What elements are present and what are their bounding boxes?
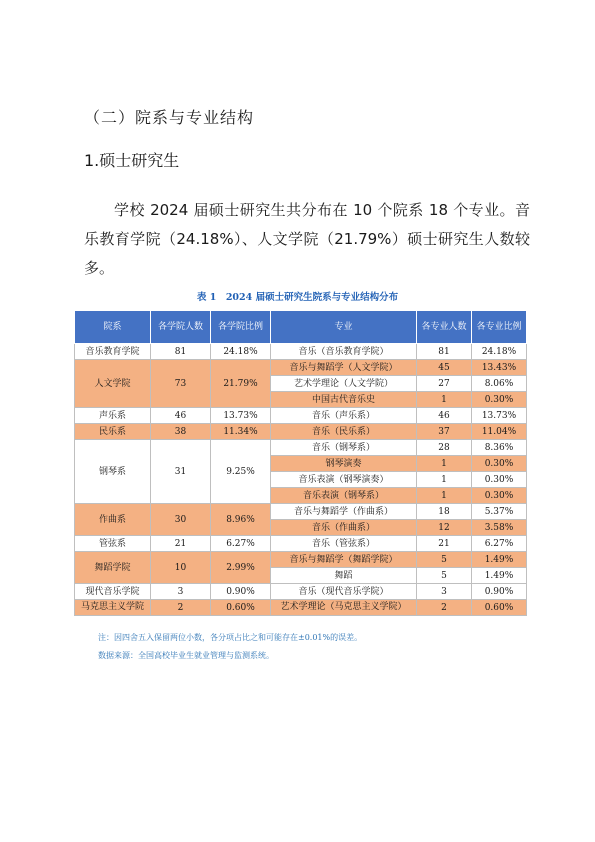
table-row [75, 360, 527, 376]
dept-cell: 钢琴系 [75, 440, 151, 504]
major-cell: 艺术学理论（马克思主义学院） [271, 600, 417, 616]
major-cell: 音乐（声乐系） [271, 408, 417, 424]
dept-cell: 音乐教育学院 [75, 344, 151, 360]
dept-ratio-cell: 0.90% [211, 584, 271, 600]
dept-cell: 民乐系 [75, 424, 151, 440]
major-cell: 艺术学理论（人文学院） [271, 376, 417, 392]
table-row [75, 584, 527, 600]
table-note: 注：因四舍五入保留两位小数，各分项占比之和可能存在±0.01%的误差。 [98, 633, 363, 642]
major-count-cell: 27 [417, 376, 472, 392]
major-ratio-cell: 13.43% [472, 360, 527, 376]
major-count-cell: 12 [417, 520, 472, 536]
body-paragraph: 学校 2024 届硕士研究生共分布在 10 个院系 18 个专业。音乐教育学院（24.18%）、人文学院（21.79%）硕士研究生人数较多。 [84, 201, 530, 277]
col-header-dept-ratio: 各学院比例 [211, 311, 271, 344]
major-ratio-cell: 0.30% [472, 456, 527, 472]
dept-ratio-cell: 2.99% [211, 552, 271, 584]
dept-count-cell: 10 [151, 552, 211, 584]
dept-cell: 作曲系 [75, 504, 151, 536]
dept-cell: 管弦系 [75, 536, 151, 552]
major-ratio-cell: 0.30% [472, 392, 527, 408]
major-cell: 钢琴演奏 [271, 456, 417, 472]
dept-count-cell: 73 [151, 360, 211, 408]
major-cell: 音乐表演（钢琴演奏） [271, 472, 417, 488]
major-count-cell: 2 [417, 600, 472, 616]
major-ratio-cell: 0.30% [472, 472, 527, 488]
dept-cell: 声乐系 [75, 408, 151, 424]
col-header-major-count: 各专业人数 [417, 311, 472, 344]
dept-count-cell: 38 [151, 424, 211, 440]
dept-ratio-cell: 13.73% [211, 408, 271, 424]
table-caption: 表 1 2024 届硕士研究生院系与专业结构分布 [196, 292, 399, 303]
table-row [75, 408, 527, 424]
dept-ratio-cell: 9.25% [211, 440, 271, 504]
table-row [75, 536, 527, 552]
major-cell: 音乐表演（钢琴系） [271, 488, 417, 504]
dept-count-cell: 31 [151, 440, 211, 504]
major-cell: 中国古代音乐史 [271, 392, 417, 408]
major-ratio-cell: 8.36% [472, 440, 527, 456]
major-count-cell: 1 [417, 472, 472, 488]
dept-ratio-cell: 21.79% [211, 360, 271, 408]
dept-count-cell: 3 [151, 584, 211, 600]
table-row [75, 440, 527, 456]
dept-ratio-cell: 24.18% [211, 344, 271, 360]
dept-cell: 舞蹈学院 [75, 552, 151, 584]
major-count-cell: 3 [417, 584, 472, 600]
table-row [75, 424, 527, 440]
major-count-cell: 28 [417, 440, 472, 456]
major-count-cell: 5 [417, 552, 472, 568]
dept-cell: 人文学院 [75, 360, 151, 408]
major-cell: 舞蹈 [271, 568, 417, 584]
table-row [75, 552, 527, 568]
subsection-heading: 1.硕士研究生 [84, 151, 180, 170]
major-cell: 音乐与舞蹈学（舞蹈学院） [271, 552, 417, 568]
dept-ratio-cell: 11.34% [211, 424, 271, 440]
major-count-cell: 21 [417, 536, 472, 552]
major-cell: 音乐（作曲系） [271, 520, 417, 536]
col-header-major: 专业 [271, 311, 417, 344]
table-header-row [75, 311, 527, 344]
data-source: 数据来源：全国高校毕业生就业管理与监测系统。 [98, 651, 274, 660]
dept-cell: 马克思主义学院 [75, 600, 151, 616]
dept-cell: 现代音乐学院 [75, 584, 151, 600]
table-row [75, 344, 527, 360]
dept-ratio-cell: 0.60% [211, 600, 271, 616]
major-ratio-cell: 0.30% [472, 488, 527, 504]
dept-count-cell: 46 [151, 408, 211, 424]
major-count-cell: 1 [417, 488, 472, 504]
major-cell: 音乐（音乐教育学院） [271, 344, 417, 360]
major-ratio-cell: 6.27% [472, 536, 527, 552]
dept-count-cell: 81 [151, 344, 211, 360]
major-cell: 音乐（钢琴系） [271, 440, 417, 456]
major-count-cell: 81 [417, 344, 472, 360]
section-heading: （二）院系与专业结构 [84, 108, 255, 127]
major-count-cell: 1 [417, 392, 472, 408]
col-header-major-ratio: 各专业比例 [472, 311, 527, 344]
major-ratio-cell: 8.06% [472, 376, 527, 392]
major-ratio-cell: 1.49% [472, 552, 527, 568]
major-cell: 音乐（民乐系） [271, 424, 417, 440]
major-ratio-cell: 0.90% [472, 584, 527, 600]
major-ratio-cell: 13.73% [472, 408, 527, 424]
col-header-dept: 院系 [75, 311, 151, 344]
dept-count-cell: 30 [151, 504, 211, 536]
major-count-cell: 18 [417, 504, 472, 520]
col-header-dept-count: 各学院人数 [151, 311, 211, 344]
dept-ratio-cell: 6.27% [211, 536, 271, 552]
dept-count-cell: 21 [151, 536, 211, 552]
dept-count-cell: 2 [151, 600, 211, 616]
table-row [75, 600, 527, 616]
major-cell: 音乐与舞蹈学（人文学院） [271, 360, 417, 376]
major-count-cell: 1 [417, 456, 472, 472]
major-count-cell: 37 [417, 424, 472, 440]
major-count-cell: 45 [417, 360, 472, 376]
dept-ratio-cell: 8.96% [211, 504, 271, 536]
major-structure-table [74, 310, 527, 616]
major-ratio-cell: 3.58% [472, 520, 527, 536]
major-cell: 音乐与舞蹈学（作曲系） [271, 504, 417, 520]
major-ratio-cell: 0.60% [472, 600, 527, 616]
major-ratio-cell: 5.37% [472, 504, 527, 520]
major-count-cell: 5 [417, 568, 472, 584]
major-count-cell: 46 [417, 408, 472, 424]
major-ratio-cell: 24.18% [472, 344, 527, 360]
major-ratio-cell: 1.49% [472, 568, 527, 584]
major-ratio-cell: 11.04% [472, 424, 527, 440]
major-cell: 音乐（现代音乐学院） [271, 584, 417, 600]
table-row [75, 504, 527, 520]
major-cell: 音乐（管弦系） [271, 536, 417, 552]
